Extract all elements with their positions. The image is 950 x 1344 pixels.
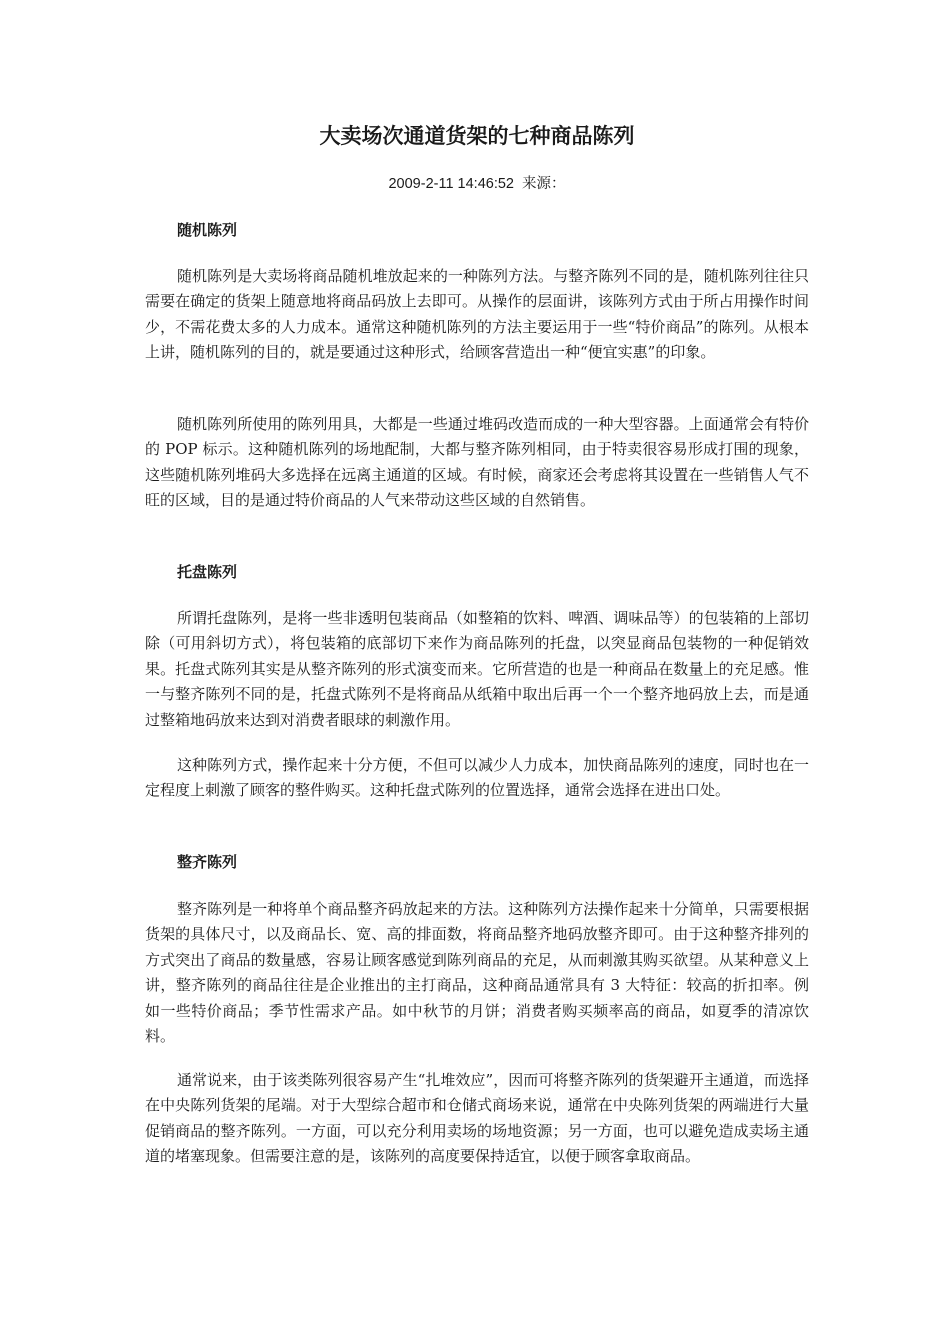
page-title: 大卖场次通道货架的七种商品陈列 <box>319 124 635 148</box>
paragraph: 通常说来，由于该类陈列很容易产生“扎堆效应”，因而可将整齐陈列的货架避开主通道，而选择在中央陈列货架的尾端。对于大型综合超市和仓储式商场来说，通常在中央陈列货架的两端进行大量促销商品的整齐陈列。一方面，可以充分利用卖场的场地资源；另一方面，也可以避免造成卖场主通道的堵塞现象。但需要注意的是，该陈列的高度要保持适宜，以便于顾客拿取商品。 <box>145 1071 809 1166</box>
source-label: 来源： <box>522 176 566 192</box>
paragraph: 随机陈列所使用的陈列用具，大都是一些通过堆码改造而成的一种大型容器。上面通常会有特价的 POP 标示。这种随机陈列的场地配制，大都与整齐陈列相同，由于特卖很容易形成打围的现象，这些随机陈列堆码大多选择在远离主通道的区域。有时候，商家还会考虑将其设置在一些销售人气不旺的区域，目的是通过特价商品的人气来带动这些区域的自然销售。 <box>145 415 809 510</box>
article-meta <box>145 174 809 194</box>
section-heading-pallet: 托盘陈列 <box>177 563 238 581</box>
publish-date: 2009-2-11 14:46:52 <box>388 176 514 192</box>
paragraph: 随机陈列是大卖场将商品随机堆放起来的一种陈列方法。与整齐陈列不同的是，随机陈列往往只需要在确定的货架上随意地将商品码放上去即可。从操作的层面讲，该陈列方式由于所占用操作时间少，不需花费太多的人力成本。通常这种随机陈列的方法主要运用于一些“特价商品”的陈列。从根本上讲，随机陈列的目的，就是要通过这种形式，给顾客营造出一种“便宜实惠”的印象。 <box>145 267 809 362</box>
paragraph: 整齐陈列是一种将单个商品整齐码放起来的方法。这种陈列方法操作起来十分简单，只需要根据货架的具体尺寸，以及商品长、宽、高的排面数，将商品整齐地码放整齐即可。由于这种整齐排列的方式突出了商品的数量感，容易让顾客感觉到陈列商品的充足，从而刺激其购买欲望。从某种意义上讲，整齐陈列的商品往往是企业推出的主打商品，这种商品通常具有 3 大特征：较高的折扣率。例如一些特价商品；季节性需求产品。如中秋节的月饼；消费者购买频率高的商品，如夏季的清凉饮料。 <box>145 900 809 1046</box>
paragraph: 所谓托盘陈列，是将一些非透明包装商品（如整箱的饮料、啤酒、调味品等）的包装箱的上部切除（可用斜切方式），将包装箱的底部切下来作为商品陈列的托盘，以突显商品包装物的一种促销效果。托盘式陈列其实是从整齐陈列的形式演变而来。它所营造的也是一种商品在数量上的充足感。惟一与整齐陈列不同的是，托盘式陈列不是将商品从纸箱中取出后再一个一个整齐地码放上去，而是通过整箱地码放来达到对消费者眼球的刺激作用。 <box>145 609 809 729</box>
paragraph: 这种陈列方式，操作起来十分方便，不但可以减少人力成本，加快商品陈列的速度，同时也在一定程度上刺激了顾客的整件购买。这种托盘式陈列的位置选择，通常会选择在进出口处。 <box>145 756 809 800</box>
section-heading-random: 随机陈列 <box>177 221 238 239</box>
section-heading-neat: 整齐陈列 <box>177 853 238 871</box>
